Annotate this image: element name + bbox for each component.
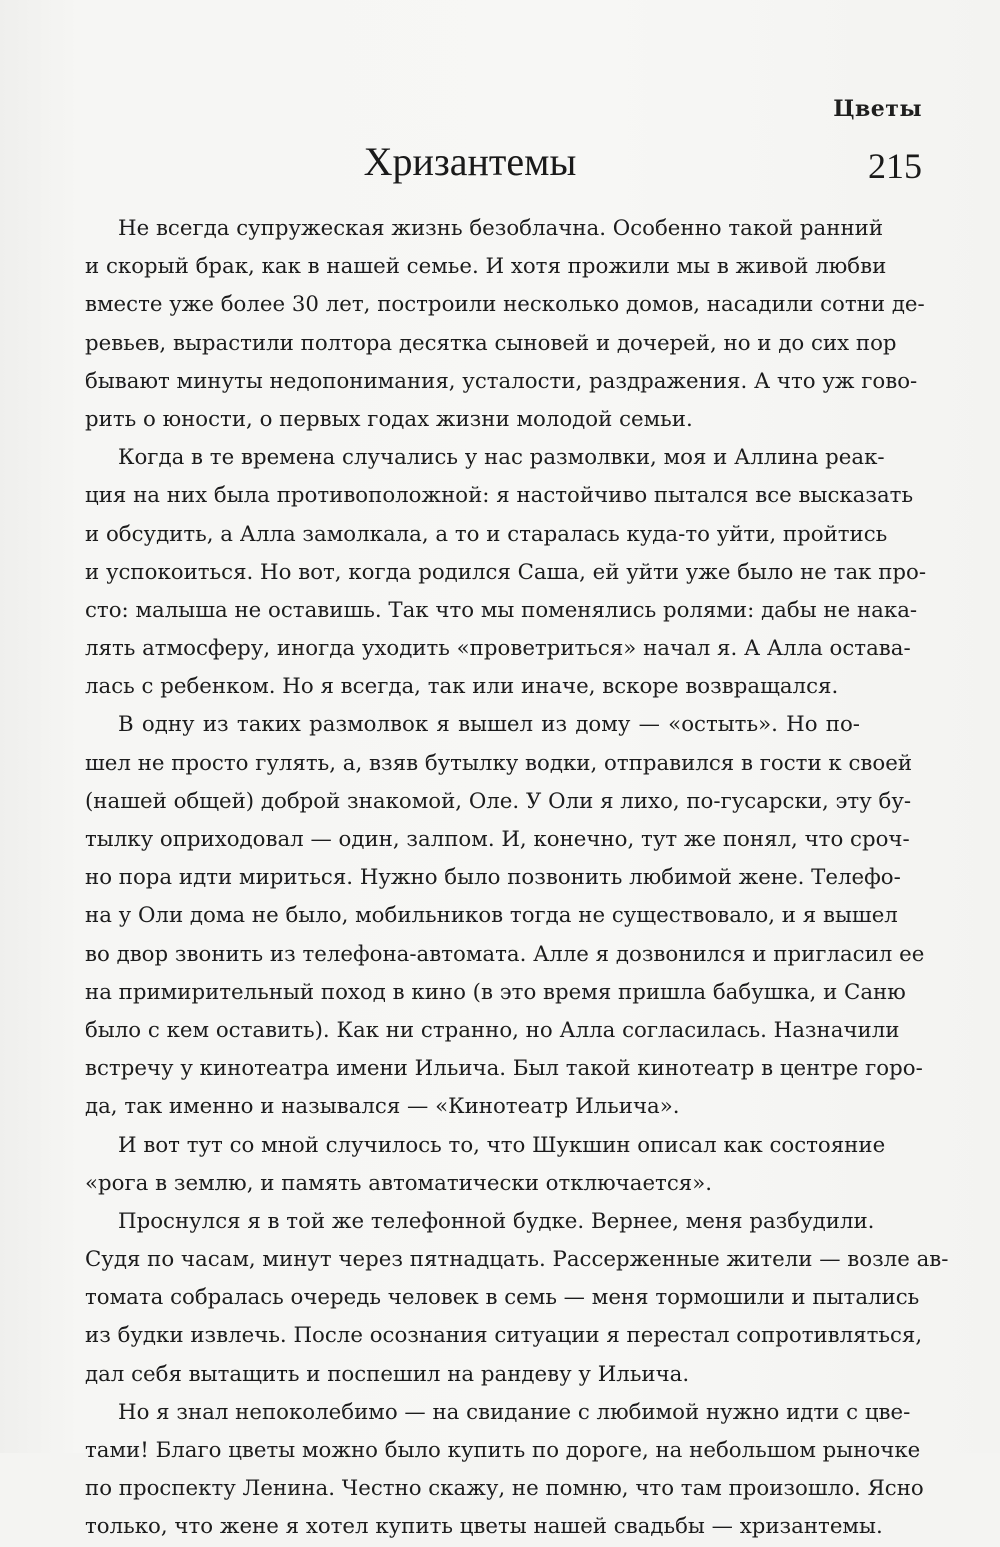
text-line: было с кем оставить). Как ни странно, но Алла согласилась. Назначили	[85, 1017, 900, 1043]
text-line: по проспекту Ленина. Честно скажу, не помню, что там произошло. Ясно	[85, 1476, 924, 1502]
text-line: (нашей общей) доброй знакомой, Оле. У Оли я лихо, по-гусарски, эту бу-	[85, 788, 912, 814]
paragraph	[85, 706, 925, 1126]
text-line: и успокоиться. Но вот, когда родился Саша, ей уйти уже было не так про-	[85, 559, 927, 585]
text-line: рить о юности, о первых годах жизни молодой семьи.	[85, 406, 693, 432]
text-line: лять атмосферу, иногда уходить «проветриться» начал я. А Алла остава-	[85, 636, 911, 662]
text-line: И вот тут со мной случилось то, что Шукшин описал как состояние	[118, 1132, 886, 1158]
text-line: да, так именно и назывался — «Кинотеатр Ильича».	[85, 1094, 680, 1120]
text-line: шел не просто гулять, а, взяв бутылку водки, отправился в гости к своей	[85, 750, 913, 776]
text-line: и скорый брак, как в нашей семье. И хотя прожили мы в живой любви	[85, 254, 887, 280]
text-line: Судя по часам, минут через пятнадцать. Рассерженные жители — возле ав-	[85, 1247, 949, 1273]
paragraph	[85, 1127, 886, 1203]
body-text	[85, 210, 949, 1547]
text-line: только, что жене я хотел купить цветы нашей свадьбы — хризантемы.	[85, 1514, 883, 1540]
text-line: и обсудить, а Алла замолкала, а то и старалась куда-то уйти, пройтись	[85, 521, 888, 547]
text-line: Когда в те времена случались у нас размолвки, моя и Аллина реак-	[118, 445, 885, 471]
text-line: на у Оли дома не было, мобильников тогда не существовало, и я вышел	[85, 903, 898, 929]
text-line: «рога в землю, и память автоматически отключается».	[85, 1170, 712, 1196]
text-line: вместе уже более 30 лет, построили несколько домов, насадили сотни де-	[85, 292, 925, 318]
paragraph	[85, 210, 925, 439]
text-line: лась с ребенком. Но я всегда, так или иначе, вскоре возвращался.	[85, 674, 839, 700]
text-line: во двор звонить из телефона-автомата. Алле я дозвонился и пригласил ее	[85, 941, 925, 967]
text-line: встречу у кинотеатра имени Ильича. Был такой кинотеатр в центре горо-	[85, 1056, 923, 1082]
paragraph	[85, 439, 927, 706]
text-line: ция на них была противоположной: я настойчиво пытался все высказать	[85, 483, 914, 509]
text-line: дал себя вытащить и поспешил на рандеву у Ильича.	[85, 1361, 690, 1387]
text-line: но пора идти мириться. Нужно было позвонить любимой жене. Телефо-	[85, 865, 901, 891]
text-line: ревьев, вырастили полтора десятка сыновей и дочерей, но и до сих пор	[85, 330, 897, 356]
text-line: В одну из таких размолвок я вышел из дому — «остыть». Но по-	[118, 712, 860, 738]
text-line: сто: малыша не оставишь. Так что мы поменялись ролями: дабы не нака-	[85, 597, 918, 623]
text-line: Проснулся я в той же телефонной будке. Вернее, меня разбудили.	[118, 1208, 875, 1234]
text-line: Но я знал непоколебимо — на свидание с любимой нужно идти с цве-	[118, 1399, 911, 1425]
text-line: тами! Благо цветы можно было купить по дороге, на небольшом рыночке	[85, 1438, 921, 1463]
text-line: на примирительный поход в кино (в это время пришла бабушка, и Саню	[85, 979, 906, 1005]
page-number: 215	[868, 146, 922, 186]
text-line: бывают минуты недопонимания, усталости, раздражения. А что уж гово-	[85, 368, 918, 394]
chapter-title: Хризантемы	[363, 139, 577, 184]
paragraph	[85, 1394, 924, 1547]
paragraph	[85, 1203, 949, 1394]
text-line: из будки извлечь. После осознания ситуации я перестал сопротивляться,	[85, 1323, 923, 1349]
text-line: томата собралась очередь человек в семь — меня тормошили и пытались	[85, 1285, 920, 1311]
text-line: Не всегда супружеская жизнь безоблачна. Особенно такой ранний	[118, 216, 884, 241]
running-head: Цветы	[833, 96, 922, 122]
text-line: тылку оприходовал — один, залпом. И, конечно, тут же понял, что сроч-	[85, 827, 910, 852]
